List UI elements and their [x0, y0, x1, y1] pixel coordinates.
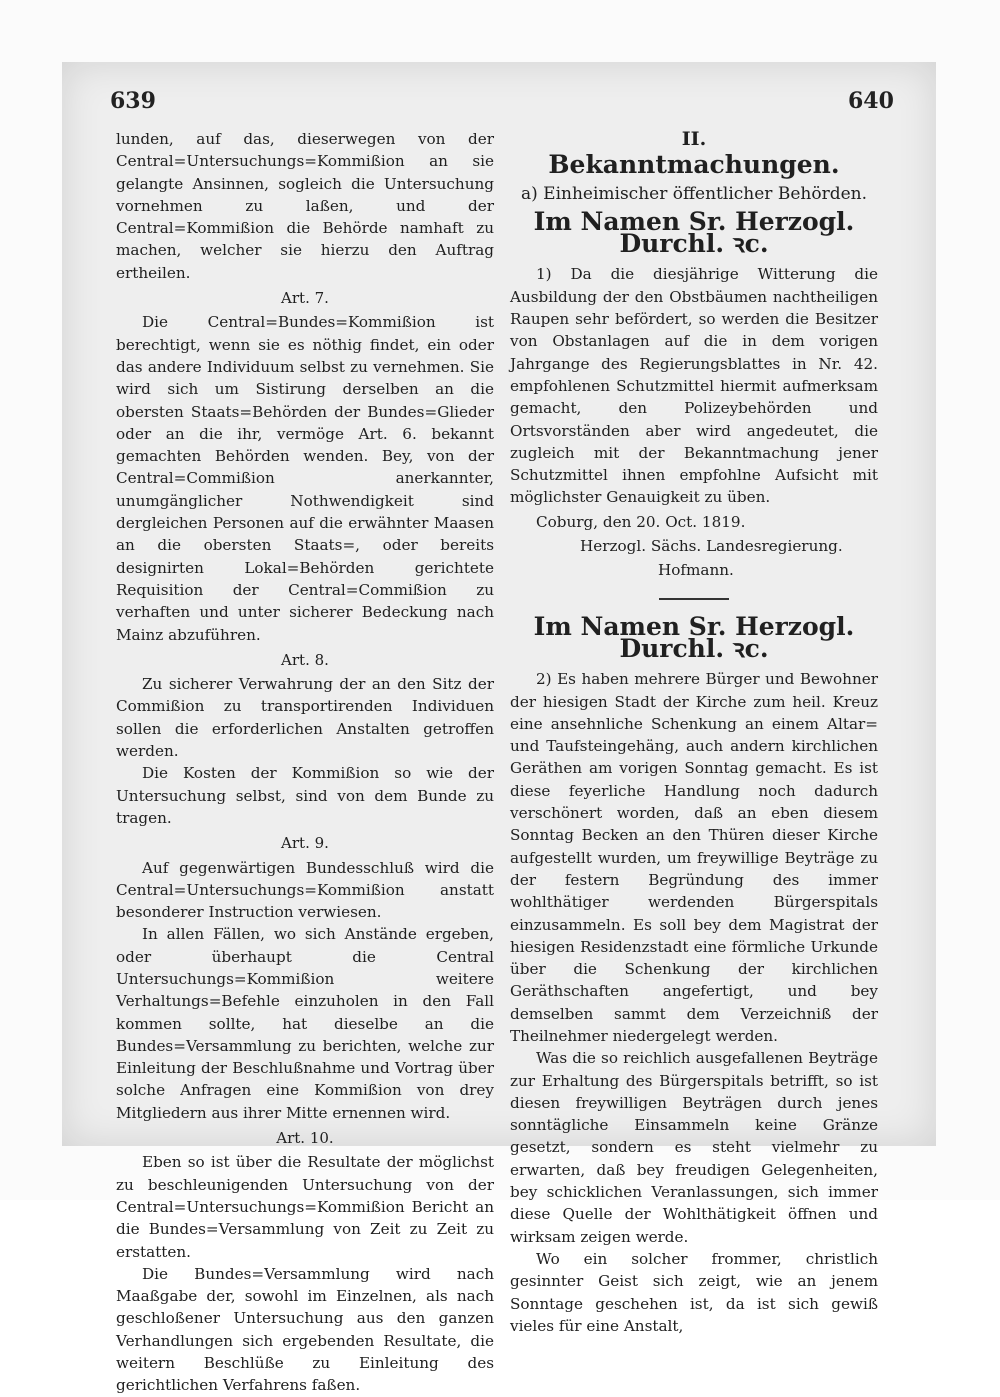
notice-2-paragraph-1: 2) Es haben mehrere Bürger und Bewohner der hiesigen Stadt der Kirche zum heil. Kreuz eine ansehnliche Schenkung an einem Altar= und Taufsteingehäng, auch andern kirchlichen Geräthen am vorigen Sonntag gemacht. Es ist diese feyerliche Handlung noch dadurch verschönert worden, daß an eben diesem Sonntag Becken an den Thüren dieser Kirche aufgestellt wurden, um freywillige Beyträge zu der festern Begründung des immer wohlthätiger werdenden Bürgerspitals einzusammeln. Es soll bey dem Magistrat der hiesigen Residenzstadt eine förmliche Urkunde über die Schenkung der kirchlichen Geräthschaften angefertigt, und bey demselben sammt dem Verzeichniß der Theilnehmer niedergelegt werden. [510, 670, 878, 1045]
article-8-paragraph-2: Die Kosten der Kommißion so wie der Untersuchung selbst, sind von dem Bunde zu tragen. [116, 764, 494, 827]
notice-1-text: 1) Da die diesjährige Witterung die Ausbildung der den Obstbäumen nachtheiligen Raupen sehr befördert, so werden die Besitzer von Obstanlagen auf die in dem vorigen Jahrgange des Regierungsblattes in Nr. 42. empfohlenen Schutzmittel hiermit aufmerksam gemacht, den Polizeybehörden und Ortsvorständen aber wird angedeutet, die zugleich mit der Bekanntmachung jener Schutzmittel ihnen empfohlne Aufsicht mit möglichster Genauigkeit zu üben. [510, 265, 878, 507]
section-number: II. [681, 128, 707, 150]
signature-name: Hofmann. [658, 561, 734, 580]
right-column [510, 128, 878, 1337]
subsection-title: a) Einheimischer öffentlicher Behörden. [520, 183, 867, 204]
article-7-heading: Art. 7. [281, 289, 329, 308]
article-10-paragraph-1: Eben so ist über die Resultate der möglichst zu beschleunigenden Untersuchung von der Central=Untersuchungs=Kommißion Bericht an die Bundes=Versammlung von Zeit zu Zeit zu erstatten. [116, 1153, 494, 1261]
article-7-text: Die Central=Bundes=Kommißion ist berechtigt, wenn sie es nöthig findet, ein oder das andere Individuum selbst zu vernehmen. Sie wird sich um Sistirung derselben an die obersten Staats=Behörden der Bundes=Glieder oder an die ihr, vermöge Art. 6. bekannt gemachten Behörden wenden. Bey, von der Central=Commißion anerkannter, unumgänglicher Nothwendigkeit sind dergleichen Personen auf die erwähnter Maasen an die obersten Staats=, oder bereits designirten Lokal=Behörden gerichtete Requisition der Central=Commißion zu verhaften und unter sicherer Bedeckung nach Mainz abzuführen. [116, 313, 494, 644]
left-column [116, 128, 494, 1397]
article-8-heading: Art. 8. [281, 650, 329, 669]
article-9-paragraph-2: In allen Fällen, wo sich Anstände ergeben, oder überhaupt die Central Untersuchungs=Kommißion weitere Verhaltungs=Befehle einzuholen in den Fall kommen sollte, hat dieselbe an die Bundes=Versammlung zu berichten, welche zur Einleitung der Beschlußnahme und Vortrag über solche Anfragen eine Kommißion von drey Mitgliedern aus ihrer Mitte ernennen wird. [116, 925, 494, 1122]
article-10-heading: Art. 10. [276, 1129, 334, 1148]
section-divider [659, 598, 729, 600]
article-9-paragraph-1: Auf gegenwärtigen Bundesschluß wird die Central=Untersuchungs=Kommißion anstatt besonderer Instruction verwiesen. [116, 858, 494, 922]
article-9-heading: Art. 9. [281, 834, 329, 853]
page-number-left: 639 [110, 88, 156, 114]
section-title: Bekanntmachungen. [548, 150, 840, 180]
signature-place-date: Coburg, den 20. Oct. 1819. [536, 512, 746, 531]
signature-authority: Herzogl. Sächs. Landesregierung. [580, 537, 843, 556]
notice-2-paragraph-2: Was die so reichlich ausgefallenen Beyträge zur Erhaltung des Bürgerspitals betrifft, so ist diesen freywilligen Beyträgen durch jenes sonntägliche Einsammeln keine Gränze gesetzt, sondern es steht vielmehr zu erwarten, daß bey freudigen Gelegenheiten, bey schicklichen Veranlassungen, sich immer diese Quelle der Wohlthätigkeit öffnen und wirksam zeigen werde. [510, 1049, 878, 1246]
notice-2-paragraph-3: Wo ein solcher frommer, christlich gesinnter Geist sich zeigt, wie an jenem Sonntage geschehen ist, da ist sich gewiß vieles für eine Anstalt, [510, 1249, 878, 1335]
notice-1-heading: Im Namen Sr. Herzogl. Durchl. ꝛc. [533, 206, 855, 259]
article-8-paragraph-1: Zu sicherer Verwahrung der an den Sitz der Commißion zu transportirenden Individuen sollen die erforderlichen Anstalten getroffen werden. [116, 675, 494, 761]
intro-paragraph: lunden, auf das, dieserwegen von der Central=Untersuchungs=Kommißion an sie gelangte Ansinnen, sogleich die Untersuchung vornehmen zu laßen, und der Central=Kommißion die Behörde namhaft zu machen, welcher sie hierzu den Auftrag ertheilen. [116, 130, 494, 282]
article-10-paragraph-2: Die Bundes=Versammlung wird nach Maaßgabe der, sowohl im Einzelnen, als nach geschloßener Untersuchung aus den ganzen Verhandlungen sich ergebenden Resultate, die weitern Beschlüße zu Einleitung des gerichtlichen Verfahrens faßen. [116, 1264, 494, 1395]
page-number-right: 640 [848, 88, 894, 114]
notice-2-heading: Im Namen Sr. Herzogl. Durchl. ꝛc. [533, 611, 855, 663]
